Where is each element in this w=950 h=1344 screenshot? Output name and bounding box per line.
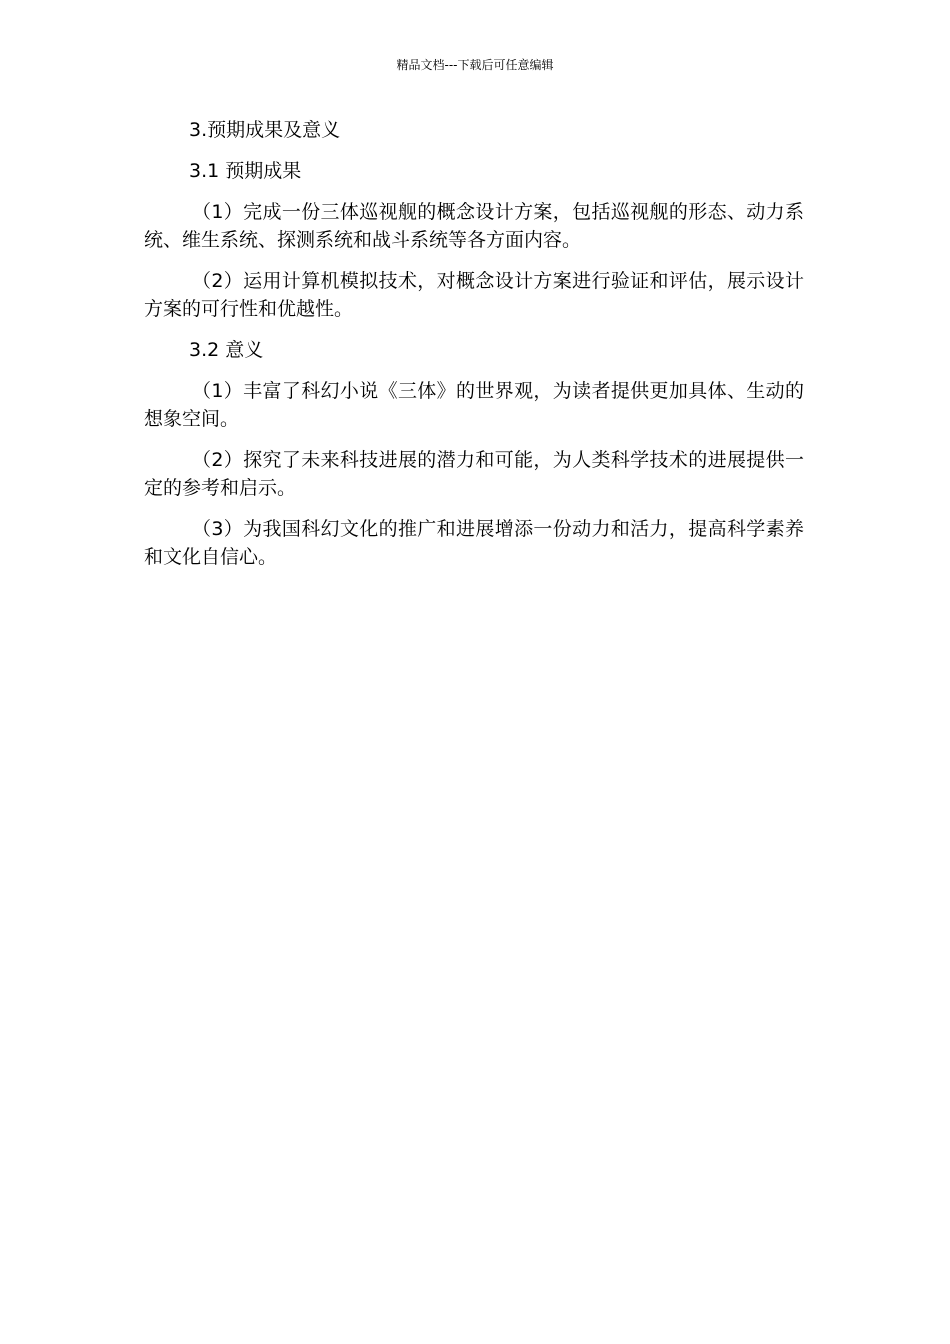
- subsection-title-significance: 3.2 意义: [189, 339, 264, 361]
- significance-item-3: （3）为我国科幻文化的推广和进展增添一份动力和活力，提高科学素养和文化自信心。: [144, 518, 804, 568]
- document-body: [144, 116, 804, 584]
- expected-result-item-1: （1）完成一份三体巡视舰的概念设计方案，包括巡视舰的形态、动力系统、维生系统、探测系统和战斗系统等各方面内容。: [144, 201, 804, 251]
- significance-item-1: （1）丰富了科幻小说《三体》的世界观，为读者提供更加具体、生动的想象空间。: [144, 380, 804, 430]
- section-title: 3.预期成果及意义: [189, 119, 341, 141]
- page-header: 精品文档---下载后可任意编辑: [396, 58, 554, 72]
- subsection-title-expected-results: 3.1 预期成果: [189, 160, 302, 182]
- significance-item-2: （2）探究了未来科技进展的潜力和可能，为人类科学技术的进展提供一定的参考和启示。: [144, 449, 804, 499]
- expected-result-item-2: （2）运用计算机模拟技术，对概念设计方案进行验证和评估，展示设计方案的可行性和优越性。: [144, 270, 804, 320]
